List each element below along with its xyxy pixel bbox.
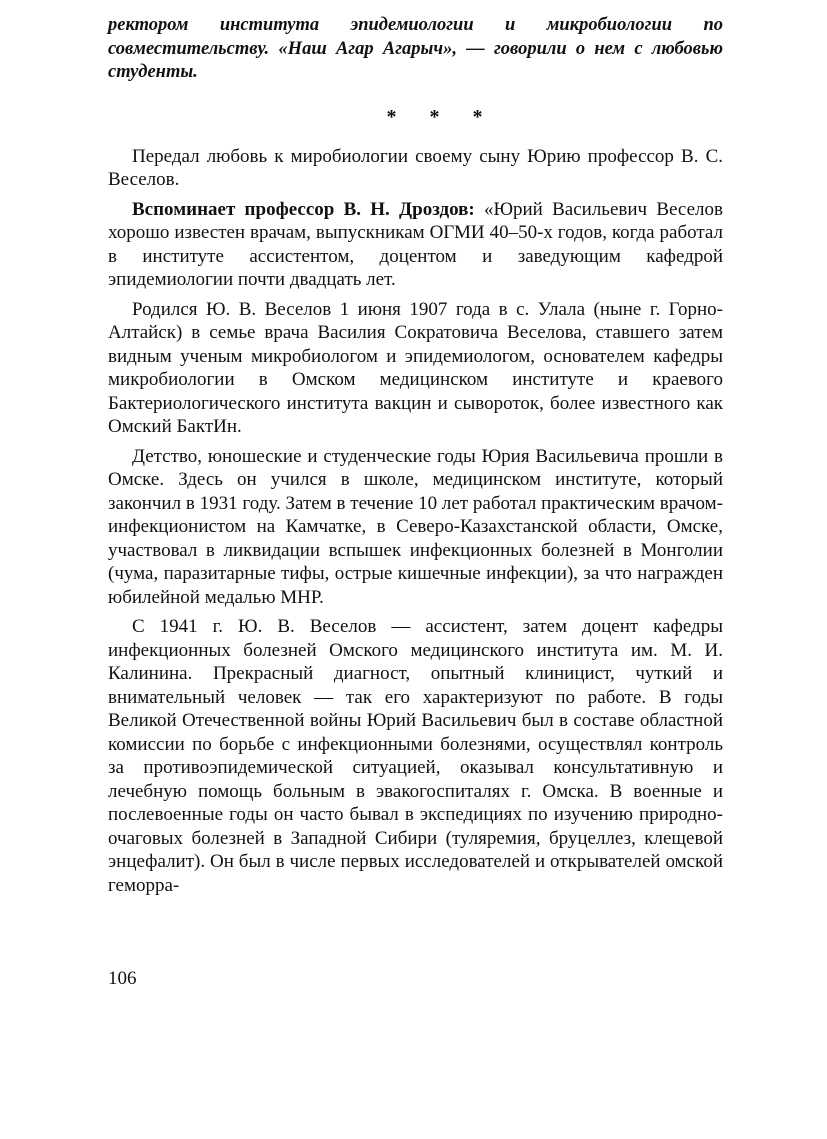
paragraph-2 — [108, 198, 723, 292]
page-number: 106 — [108, 968, 137, 989]
paragraph-2-lead: Вспоминает профессор В. Н. Дроздов: — [132, 198, 475, 220]
paragraph-3-text: Родился Ю. В. Веселов 1 июня 1907 года в с. Улала (ныне г. Горно-Алтайск) в семье врача Василия Сократовича Веселова, ставшего затем видным ученым микробиологом и эпидемиологом, основателем кафедры микробиологии в Омском медицинском институте и краевого Бактериологического института вакцин и сывороток, более известного как Омский БактИн. — [108, 298, 723, 437]
intro-paragraph: ректором института эпидемиологии и микробиологии по совместительству. «Наш Агар Агарыч», — говорили о нем с любовью студенты. — [108, 15, 723, 82]
paragraph-4 — [108, 445, 723, 610]
paragraph-5 — [108, 615, 723, 897]
paragraph-3 — [108, 298, 723, 439]
paragraph-1-text: Передал любовь к миробиологии своему сыну Юрию профессор В. С. Веселов. — [108, 145, 723, 190]
section-separator: * * * — [386, 105, 497, 128]
paragraph-4-text: Детство, юношеские и студенческие годы Юрия Васильевича прошли в Омске. Здесь он учился в школе, медицинском институте, который закончил в 1931 году. Затем в течение 10 лет работал практическим врачом-инфекционистом на Камчатке, в Северо-Казахстанской области, Омске, участвовал в ликвидации вспышек инфекционных болезней в Монголии (чума, паразитарные тифы, острые кишечные инфекции), за что награжден юбилейной медалью МНР. — [108, 445, 723, 608]
paragraph-5-text: С 1941 г. Ю. В. Веселов — ассистент, затем доцент кафедры инфекционных болезней Омского медицинского института им. М. И. Калинина. Прекрасный диагност, опытный клиницист, чуткий и внимательный человек — так его характеризуют по работе. В годы Великой Отечественной войны Юрий Васильевич был в составе областной комиссии по борьбе с инфекционными болезнями, осуществлял контроль за противоэпидемической ситуацией, оказывал консультативную и лечебную помощь больным в эвакогоспиталях г. Омска. В военные и послевоенные годы он часто бывал в экспедициях по изучению природно-очаговых болезней в Западной Сибири (туляремия, бруцеллез, клещевой энцефалит). Он был в числе первых исследователей и открывателей омской геморра- — [108, 616, 723, 896]
page-body — [108, 14, 723, 903]
paragraph-1 — [108, 145, 723, 192]
paragraph-2-text: «Юрий Васильевич Веселов хорошо известен врачам, выпускникам ОГМИ 40–50-х годов, когда работал в институте ассистентом, доцентом и заведующим кафедрой эпидемиологии почти двадцать лет. — [108, 198, 723, 290]
